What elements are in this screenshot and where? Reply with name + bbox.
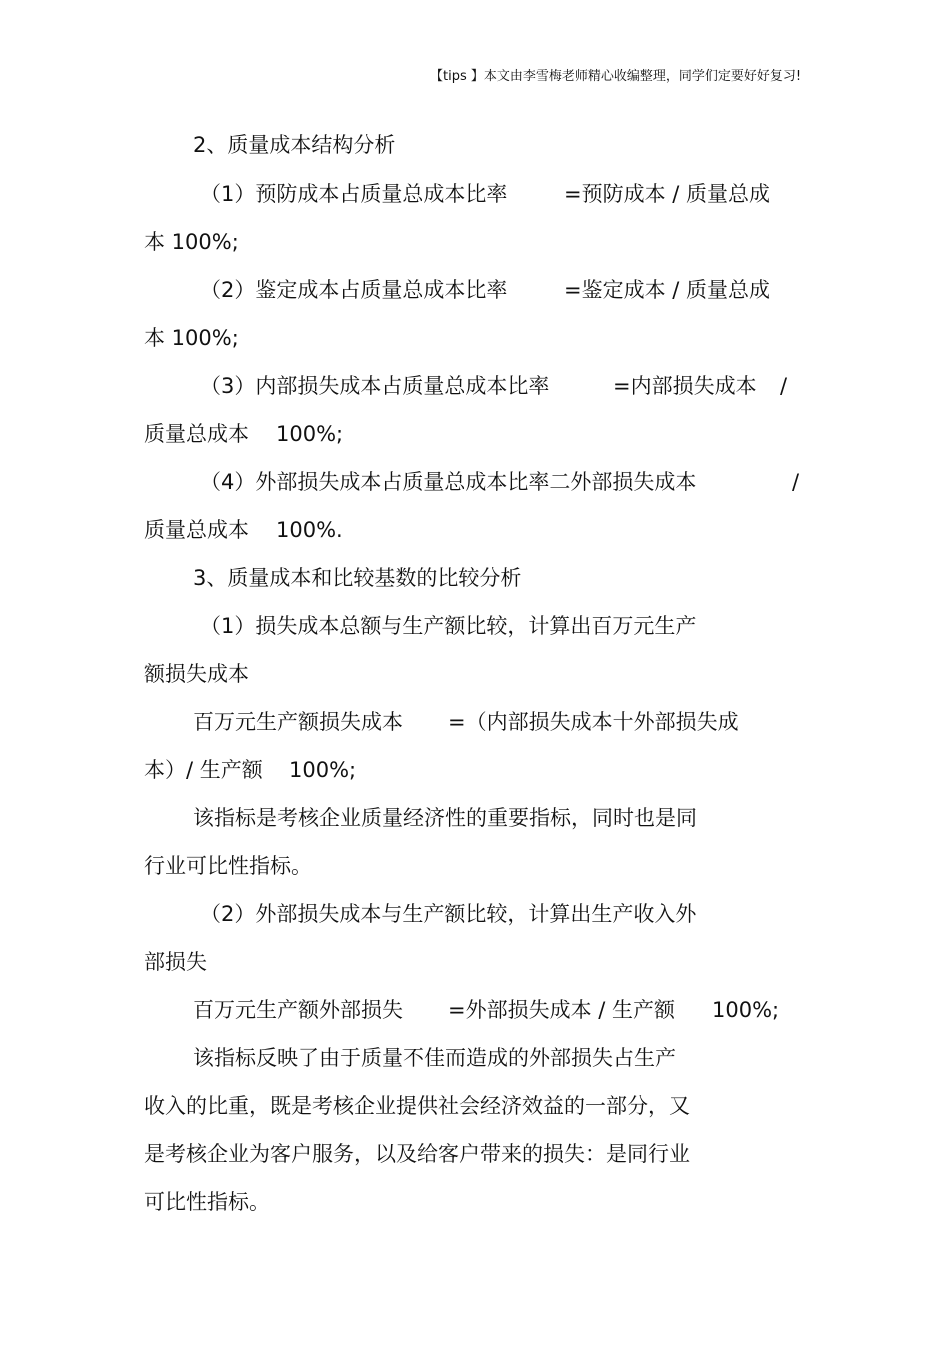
section3-heading: 3、质量成本和比较基数的比较分析 [193,566,522,590]
s3-item2-note-line1: 该指标反映了由于质量不佳而造成的外部损失占生产 [193,1046,676,1070]
s3-item1-formula-left: 百万元生产额损失成本 [193,710,403,734]
s3-item2-note-line3: 是考核企业为客户服务，以及给客户带来的损失：是同行业 [144,1142,690,1166]
s3-item1-note-line2: 行业可比性指标。 [144,854,312,878]
s3-item1-formula-right: =（内部损失成本十外部损失成 [448,710,739,734]
s3-item1-line1: （1）损失成本总额与生产额比较，计算出百万元生产 [200,614,697,638]
tips-header: 【tips 】本文由李雪梅老师精心收编整理，同学们定要好好复习! [430,69,802,84]
s2-item1-cont: 本 100%; [144,230,239,254]
s3-item2-formula-right-a: =外部损失成本 / 生产额 [448,998,676,1022]
s2-item3-slash: / [780,374,788,398]
s2-item2-cont: 本 100%; [144,326,239,350]
s2-item4-left: （4）外部损失成本占质量总成本比率二外部损失成本 [200,470,697,494]
s3-item2-line2: 部损失 [144,950,207,974]
s2-item2-left: （2）鉴定成本占质量总成本比率 [200,278,508,302]
s3-item1-formula-cont-b: 100%; [289,758,357,782]
section2-heading: 2、质量成本结构分析 [193,133,396,157]
s3-item1-line2: 额损失成本 [144,662,249,686]
s3-item2-formula-left: 百万元生产额外部损失 [193,998,403,1022]
s2-item4-slash: / [792,470,800,494]
s3-item1-note-line1: 该指标是考核企业质量经济性的重要指标，同时也是同 [193,806,697,830]
s3-item2-formula-right-b: 100%; [712,998,780,1022]
s3-item2-note-line2: 收入的比重，既是考核企业提供社会经济效益的一部分，又 [144,1094,690,1118]
s3-item1-formula-cont-a: 本）/ 生产额 [144,758,263,782]
s3-item2-line1: （2）外部损失成本与生产额比较，计算出生产收入外 [200,902,697,926]
s2-item4-cont-b: 100%. [276,518,343,542]
s2-item1-right: =预防成本 / 质量总成 [564,182,771,206]
s2-item3-right: =内部损失成本 [613,374,757,398]
s3-item2-note-line4: 可比性指标。 [144,1190,270,1214]
s2-item3-cont-a: 质量总成本 [144,422,249,446]
s2-item2-right: =鉴定成本 / 质量总成 [564,278,771,302]
s2-item3-left: （3）内部损失成本占质量总成本比率 [200,374,550,398]
s2-item4-cont-a: 质量总成本 [144,518,249,542]
s2-item3-cont-b: 100%; [276,422,344,446]
s2-item1-left: （1）预防成本占质量总成本比率 [200,182,508,206]
